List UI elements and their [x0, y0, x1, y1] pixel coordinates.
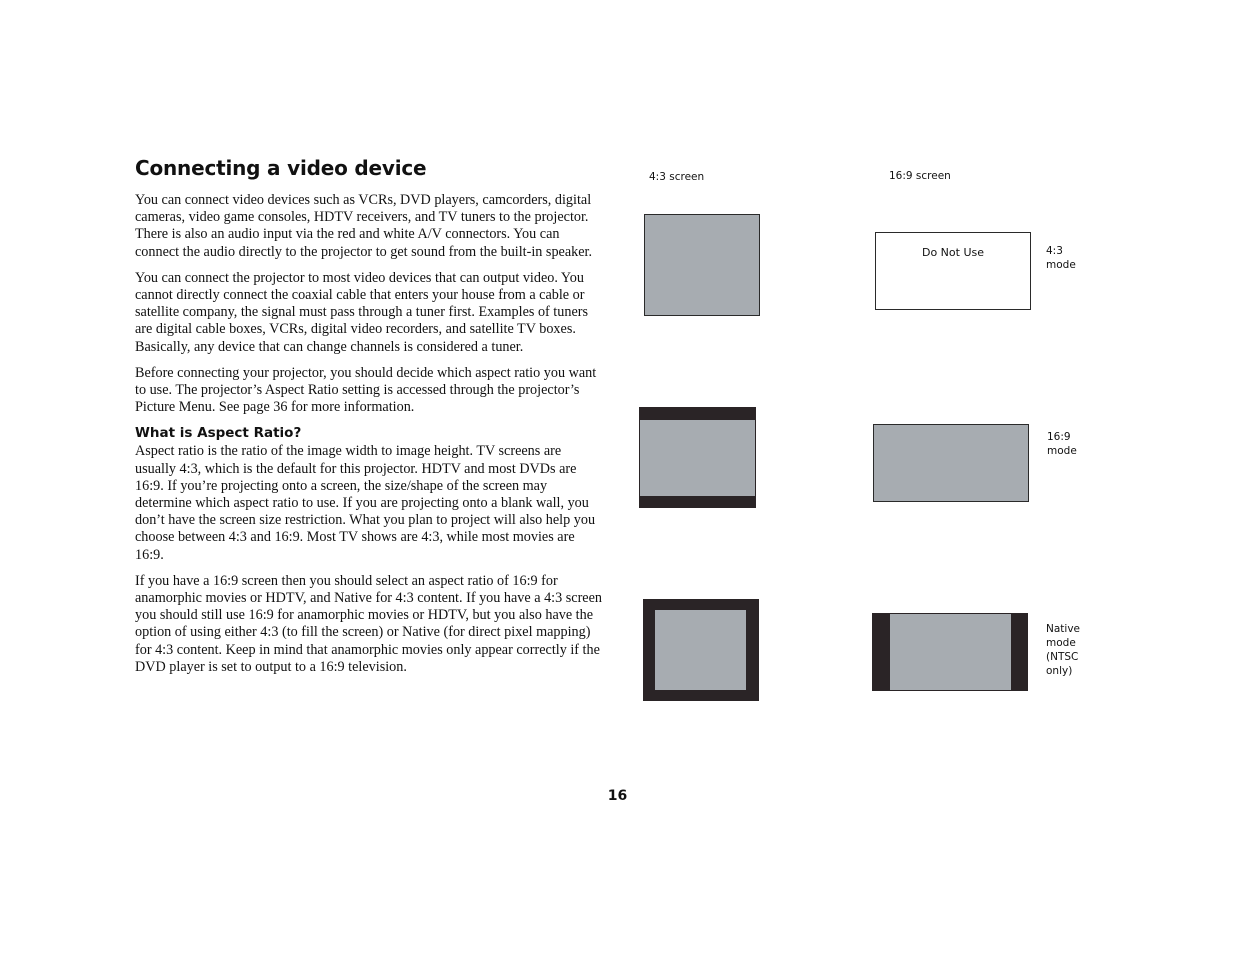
pillarbox-image — [890, 614, 1011, 690]
page-number: 16 — [607, 788, 628, 804]
page-title: Connecting a video device — [135, 156, 427, 180]
do-not-use-label: Do Not Use — [921, 246, 984, 259]
aspect-ratio-paragraph: Aspect ratio is the ratio of the image width to image height. TV screens are usually 4:3, which is the default for this projector. HDTV and most DVDs are 16:9. If you’re projecting onto a screen, the size/shape of the screen may determine which aspect ratio to use. If you are projecting onto a blank wall, you don’t have the screen size restriction. What you plan to project will also help you choose between 4:3 and 16:9. Most TV shows are 4:3, while most movies are 16:9. — [135, 443, 596, 563]
compatibility-paragraph: You can connect the projector to most video devices that can output video. You cannot directly connect the coaxial cable that enters your house from a cable or satellite company, the signal must pass through a tuner first. Examples of tuners are digital cable boxes, VCRs, digital video recorders, and satellite TV boxes. Basically, any device that can change channels is considered a tuner. — [135, 269, 588, 355]
native-image-43 — [655, 610, 746, 690]
aspect-choice-paragraph: If you have a 16:9 screen then you should select an aspect ratio of 16:9 for anamorphic movies or HDTV, and Native for 4:3 content. If you have a 4:3 screen you should still use 16:9 for anamorphic movies or HDTV, but you also have the option of using either 4:3 (to fill the screen) or Native (for direct pixel mapping) for 4:3 content. Keep in mind that anamorphic movies only appear correctly if the DVD player is set to output to a 16:9 television. — [135, 572, 602, 675]
aspect-ratio-heading: What is Aspect Ratio? — [135, 425, 302, 442]
screen-43-mode-169 — [639, 407, 756, 508]
screen-43-mode-native — [643, 599, 759, 701]
screen-169-mode-43 — [875, 232, 1031, 310]
mode-43-label: 4:3 mode — [1046, 245, 1076, 271]
intro-paragraph: You can connect video devices such as VCRs, DVD players, camcorders, digital cameras, video game consoles, HDTV receivers, and TV tuners to the projector. There is also an audio input via the red and white A/V connectors. You can connect the audio directly to the projector to get sound from the built-in speaker. — [135, 192, 593, 260]
aspect-setting-paragraph: Before connecting your projector, you should decide which aspect ratio you want to use. The projector’s Aspect Ratio setting is accessed through the projector’s Picture Menu. See page 36 for more information. — [135, 364, 597, 416]
letterbox-image — [640, 420, 755, 496]
screen-169-mode-native — [872, 613, 1028, 691]
screen-169-mode-169 — [873, 424, 1029, 502]
mode-native-label: Native mode (NTSC only) — [1046, 623, 1080, 677]
col-169-screen-label: 16:9 screen — [889, 170, 951, 182]
screen-43-mode-43 — [644, 214, 760, 316]
body-text — [135, 192, 605, 685]
col-43-screen-label: 4:3 screen — [649, 171, 705, 183]
mode-169-label: 16:9 mode — [1047, 431, 1077, 457]
